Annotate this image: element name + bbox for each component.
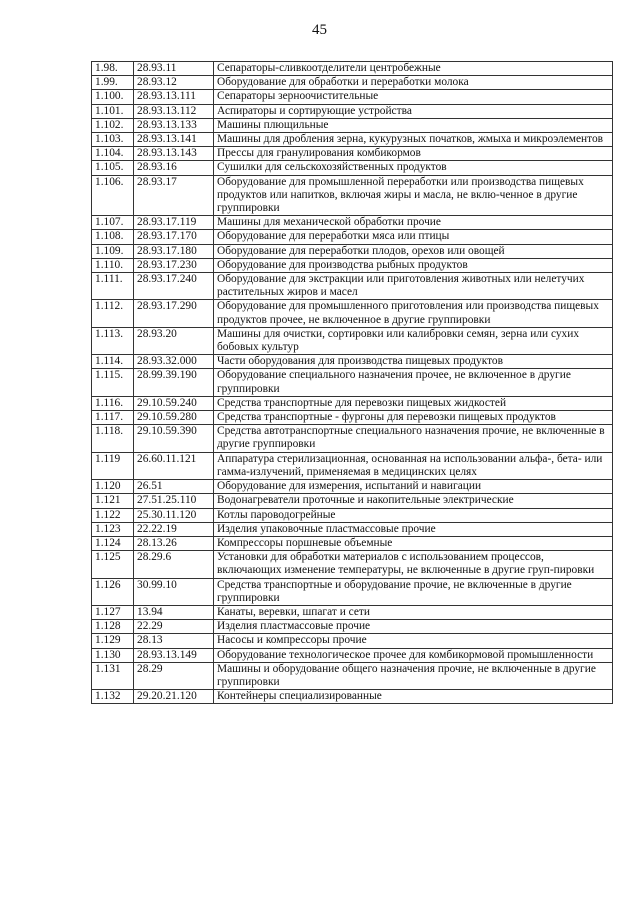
table-row <box>92 76 613 90</box>
okpd-code-cell: 28.93.32.000 <box>134 355 214 369</box>
product-name-cell: Аспираторы и сортирующие устройства <box>214 104 613 118</box>
row-number-cell: 1.112. <box>92 300 134 327</box>
table-row <box>92 273 613 300</box>
table-row <box>92 62 613 76</box>
product-name-cell: Канаты, веревки, шпагат и сети <box>214 605 613 619</box>
okpd-code-cell: 28.93.12 <box>134 76 214 90</box>
row-number-cell: 1.110. <box>92 258 134 272</box>
table-row <box>92 104 613 118</box>
okpd-code-cell: 28.93.16 <box>134 161 214 175</box>
row-number-cell: 1.114. <box>92 355 134 369</box>
row-number-cell: 1.117. <box>92 411 134 425</box>
okpd-code-cell: 28.93.17.230 <box>134 258 214 272</box>
product-name-cell: Оборудование для экстракции или приготовления животных или нелетучих растительных жиров и масел <box>214 273 613 300</box>
okpd-code-cell: 28.13.26 <box>134 536 214 550</box>
table-row <box>92 494 613 508</box>
row-number-cell: 1.127 <box>92 605 134 619</box>
okpd-code-cell: 28.93.13.111 <box>134 90 214 104</box>
product-name-cell: Машины плющильные <box>214 118 613 132</box>
table-row <box>92 662 613 689</box>
table-row <box>92 244 613 258</box>
table-row <box>92 147 613 161</box>
classification-table <box>91 61 613 704</box>
table-row <box>92 216 613 230</box>
okpd-code-cell: 29.20.21.120 <box>134 690 214 704</box>
table-row <box>92 522 613 536</box>
row-number-cell: 1.111. <box>92 273 134 300</box>
row-number-cell: 1.123 <box>92 522 134 536</box>
product-name-cell: Оборудование для промышленного приготовления или производства пищевых продуктов прочее, не включенное в другие группировки <box>214 300 613 327</box>
okpd-code-cell: 22.29 <box>134 620 214 634</box>
okpd-code-cell: 22.22.19 <box>134 522 214 536</box>
row-number-cell: 1.125 <box>92 551 134 578</box>
row-number-cell: 1.99. <box>92 76 134 90</box>
row-number-cell: 1.98. <box>92 62 134 76</box>
product-name-cell: Сепараторы-сливкоотделители центробежные <box>214 62 613 76</box>
okpd-code-cell: 28.93.13.133 <box>134 118 214 132</box>
table-row <box>92 634 613 648</box>
table-row <box>92 452 613 479</box>
row-number-cell: 1.118. <box>92 425 134 452</box>
row-number-cell: 1.102. <box>92 118 134 132</box>
table-row <box>92 620 613 634</box>
product-name-cell: Оборудование для обработки и переработки молока <box>214 76 613 90</box>
product-name-cell: Прессы для гранулирования комбикормов <box>214 147 613 161</box>
table-body <box>92 62 613 704</box>
table-row <box>92 161 613 175</box>
row-number-cell: 1.132 <box>92 690 134 704</box>
table-row <box>92 536 613 550</box>
okpd-code-cell: 25.30.11.120 <box>134 508 214 522</box>
row-number-cell: 1.130 <box>92 648 134 662</box>
okpd-code-cell: 29.10.59.390 <box>134 425 214 452</box>
table-row <box>92 578 613 605</box>
product-name-cell: Оборудование для переработки плодов, орехов или овощей <box>214 244 613 258</box>
product-name-cell: Установки для обработки материалов с использованием процессов, включающих изменение температуры, не включенные в другие груп-пировки <box>214 551 613 578</box>
row-number-cell: 1.113. <box>92 327 134 354</box>
product-name-cell: Машины для механической обработки прочие <box>214 216 613 230</box>
row-number-cell: 1.131 <box>92 662 134 689</box>
okpd-code-cell: 28.93.17.119 <box>134 216 214 230</box>
product-name-cell: Машины для дробления зерна, кукурузных початков, жмыха и микроэлементов <box>214 133 613 147</box>
table-row <box>92 369 613 396</box>
okpd-code-cell: 13.94 <box>134 605 214 619</box>
okpd-code-cell: 28.29 <box>134 662 214 689</box>
row-number-cell: 1.122 <box>92 508 134 522</box>
okpd-code-cell: 28.99.39.190 <box>134 369 214 396</box>
row-number-cell: 1.106. <box>92 175 134 216</box>
row-number-cell: 1.101. <box>92 104 134 118</box>
table-row <box>92 411 613 425</box>
table-row <box>92 230 613 244</box>
okpd-code-cell: 27.51.25.110 <box>134 494 214 508</box>
okpd-code-cell: 28.93.17 <box>134 175 214 216</box>
table-row <box>92 690 613 704</box>
okpd-code-cell: 30.99.10 <box>134 578 214 605</box>
row-number-cell: 1.116. <box>92 396 134 410</box>
product-name-cell: Машины и оборудование общего назначения прочие, не включенные в другие группировки <box>214 662 613 689</box>
row-number-cell: 1.109. <box>92 244 134 258</box>
table-row <box>92 327 613 354</box>
row-number-cell: 1.124 <box>92 536 134 550</box>
product-name-cell: Средства транспортные - фургоны для перевозки пищевых продуктов <box>214 411 613 425</box>
table-row <box>92 425 613 452</box>
product-name-cell: Средства автотранспортные специального назначения прочие, не включенные в другие группировки <box>214 425 613 452</box>
table-row <box>92 396 613 410</box>
row-number-cell: 1.115. <box>92 369 134 396</box>
product-name-cell: Водонагреватели проточные и накопительные электрические <box>214 494 613 508</box>
row-number-cell: 1.119 <box>92 452 134 479</box>
row-number-cell: 1.108. <box>92 230 134 244</box>
row-number-cell: 1.105. <box>92 161 134 175</box>
product-name-cell: Средства транспортные и оборудование прочие, не включенные в другие группировки <box>214 578 613 605</box>
product-name-cell: Аппаратура стерилизационная, основанная на использовании альфа-, бета- или гамма-излучений, применяемая в медицинских целях <box>214 452 613 479</box>
table-row <box>92 480 613 494</box>
product-name-cell: Части оборудования для производства пищевых продуктов <box>214 355 613 369</box>
okpd-code-cell: 28.29.6 <box>134 551 214 578</box>
product-name-cell: Машины для очистки, сортировки или калибровки семян, зерна или сухих бобовых культур <box>214 327 613 354</box>
okpd-code-cell: 28.93.13.112 <box>134 104 214 118</box>
table-row <box>92 355 613 369</box>
product-name-cell: Оборудование для производства рыбных продуктов <box>214 258 613 272</box>
okpd-code-cell: 28.93.13.141 <box>134 133 214 147</box>
row-number-cell: 1.103. <box>92 133 134 147</box>
okpd-code-cell: 28.93.17.240 <box>134 273 214 300</box>
okpd-code-cell: 28.93.20 <box>134 327 214 354</box>
product-name-cell: Сепараторы зерноочистительные <box>214 90 613 104</box>
okpd-code-cell: 29.10.59.240 <box>134 396 214 410</box>
okpd-code-cell: 26.51 <box>134 480 214 494</box>
product-name-cell: Сушилки для сельскохозяйственных продуктов <box>214 161 613 175</box>
product-name-cell: Изделия пластмассовые прочие <box>214 620 613 634</box>
okpd-code-cell: 28.93.13.143 <box>134 147 214 161</box>
row-number-cell: 1.128 <box>92 620 134 634</box>
row-number-cell: 1.104. <box>92 147 134 161</box>
table-row <box>92 648 613 662</box>
okpd-code-cell: 29.10.59.280 <box>134 411 214 425</box>
table-row <box>92 175 613 216</box>
okpd-code-cell: 28.93.17.180 <box>134 244 214 258</box>
product-name-cell: Котлы пароводогрейные <box>214 508 613 522</box>
row-number-cell: 1.121 <box>92 494 134 508</box>
okpd-code-cell: 26.60.11.121 <box>134 452 214 479</box>
table-row <box>92 508 613 522</box>
product-name-cell: Оборудование для переработки мяса или птицы <box>214 230 613 244</box>
table-row <box>92 300 613 327</box>
row-number-cell: 1.120 <box>92 480 134 494</box>
row-number-cell: 1.107. <box>92 216 134 230</box>
product-name-cell: Компрессоры поршневые объемные <box>214 536 613 550</box>
table-row <box>92 90 613 104</box>
okpd-code-cell: 28.13 <box>134 634 214 648</box>
product-name-cell: Оборудование для измерения, испытаний и навигации <box>214 480 613 494</box>
table-row <box>92 258 613 272</box>
okpd-code-cell: 28.93.11 <box>134 62 214 76</box>
table-row <box>92 133 613 147</box>
okpd-code-cell: 28.93.17.170 <box>134 230 214 244</box>
okpd-code-cell: 28.93.17.290 <box>134 300 214 327</box>
page-number: 45 <box>312 22 327 38</box>
product-name-cell: Изделия упаковочные пластмассовые прочие <box>214 522 613 536</box>
row-number-cell: 1.100. <box>92 90 134 104</box>
row-number-cell: 1.129 <box>92 634 134 648</box>
okpd-code-cell: 28.93.13.149 <box>134 648 214 662</box>
product-name-cell: Контейнеры специализированные <box>214 690 613 704</box>
product-name-cell: Оборудование для промышленной переработки или производства пищевых продуктов или напитков, включая жиры и масла, не вклю-ченное в другие группировки <box>214 175 613 216</box>
row-number-cell: 1.126 <box>92 578 134 605</box>
table-row <box>92 551 613 578</box>
product-name-cell: Оборудование технологическое прочее для комбикормовой промышленности <box>214 648 613 662</box>
product-name-cell: Оборудование специального назначения прочее, не включенное в другие группировки <box>214 369 613 396</box>
product-name-cell: Насосы и компрессоры прочие <box>214 634 613 648</box>
table-row <box>92 118 613 132</box>
product-name-cell: Средства транспортные для перевозки пищевых жидкостей <box>214 396 613 410</box>
table-row <box>92 605 613 619</box>
